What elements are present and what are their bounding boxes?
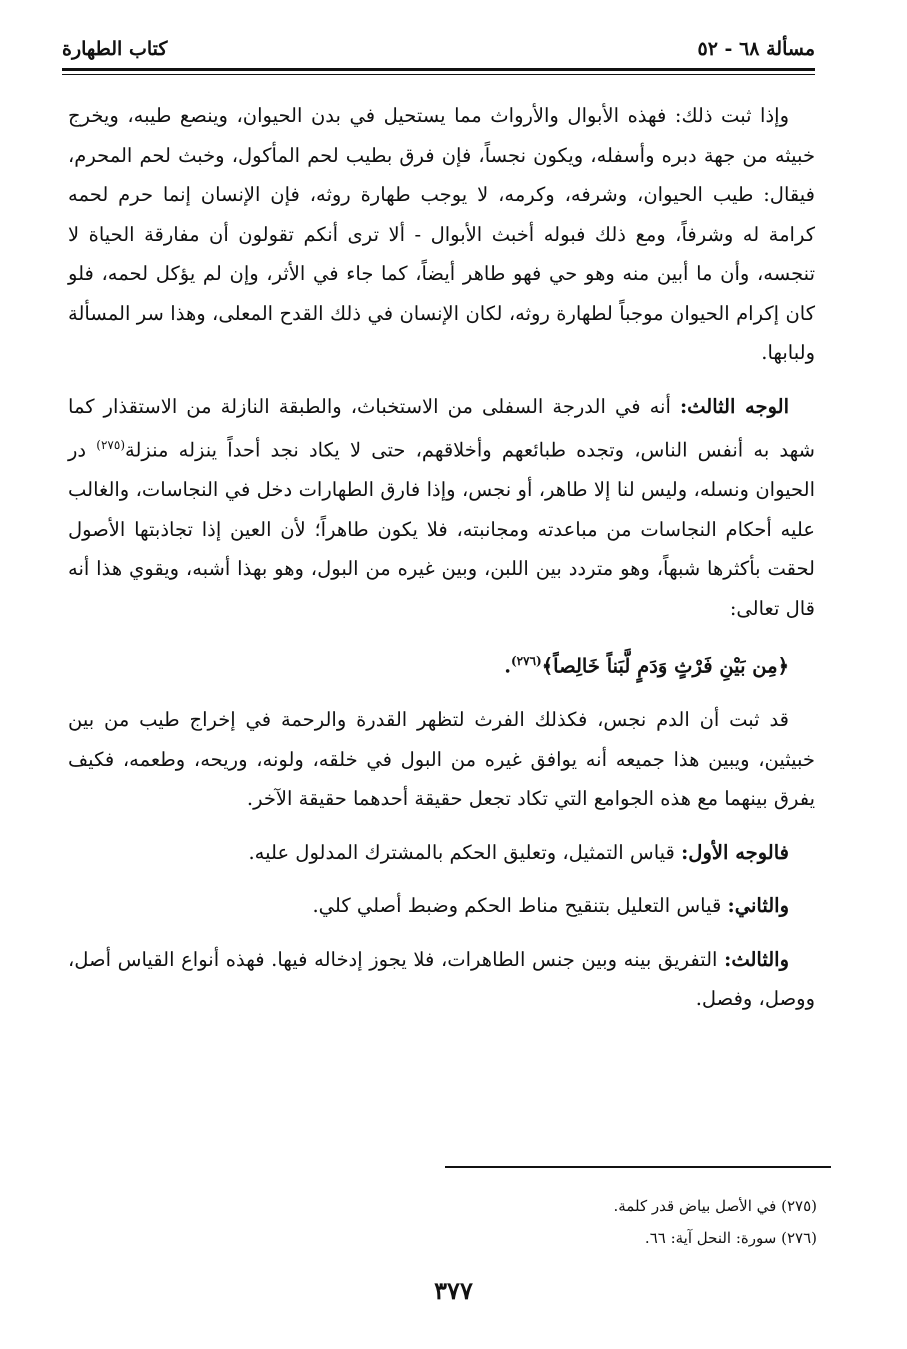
paragraph-3: قد ثبت أن الدم نجس، فكذلك الفرث لتظهر القدرة والرحمة في إخراج طيب من بين خبيثين، ويبين هذا جميعه أنه يوافق غيره من البول في خلقه، ولونه، وريحه، وطعمه، فكيف يفرق بينهما مع هذه الجوامع التي تكاد تجعل حقيقة أحدهما حقيقة الآخر. bbox=[68, 708, 815, 810]
paragraph-4-text: قياس التمثيل، وتعليق الحكم بالمشترك المدلول عليه. bbox=[248, 840, 675, 864]
header-rule-thick bbox=[62, 68, 815, 71]
paragraph-5-text: قياس التعليل بتنقيح مناط الحكم وضبط أصلي كلي. bbox=[312, 894, 722, 917]
footnote-276: (٢٧٦) سورة: النحل آية: ٦٦. bbox=[644, 1229, 817, 1247]
running-header bbox=[62, 34, 815, 64]
paragraph-2-label: الوجه الثالث: bbox=[679, 394, 789, 418]
header-chapter-range: مسألة ٦٨ - ٥٢ bbox=[697, 38, 815, 60]
footnote-275: (٢٧٥) في الأصل بياض قدر كلمة. bbox=[613, 1197, 817, 1215]
paragraph-6-label: والثالث: bbox=[724, 947, 790, 971]
paragraph-5 bbox=[68, 886, 815, 926]
footnote-separator bbox=[445, 1166, 831, 1168]
main-text bbox=[68, 96, 815, 1033]
paragraph-4 bbox=[68, 833, 815, 873]
page-number: ٣٧٧ bbox=[434, 1276, 473, 1305]
paragraph-4-label: فالوجه الأول: bbox=[681, 840, 789, 864]
paragraph-6-text: التفريق بينه وبين جنس الطاهرات، فلا يجوز إدخاله فيها. فهذه أنواع القياس أصل، ووصل، وفصل. bbox=[68, 947, 815, 1010]
verse-end: . bbox=[504, 654, 511, 678]
header-book-title: كتاب الطهارة bbox=[62, 38, 168, 60]
paragraph-6 bbox=[68, 940, 815, 1019]
footnote-ref-276[interactable]: (٢٧٦) bbox=[510, 654, 542, 668]
verse-text: ﴿مِن بَيْنِ فَرْثٍ وَدَمٍ لَّبَناً خَالِصاً﴾ bbox=[541, 654, 789, 678]
quran-verse bbox=[68, 642, 815, 686]
paragraph-2-text-b: در الحيوان ونسله، وليس لنا إلا طاهر، أو نجس، وإذا فارق الطهارات دخل في النجاسات، والغالب عليه أحكام النجاسات من مباعدته ومجانبته، فلا يكون طاهراً؛ لأن العين إذا تجاذبتها الأصول لحقت بأكثرها شبهاً، وهو متردد بين اللبن، وبين غيره من البول، وهو بهذا أشبه، ويقوي هذا أنه قال تعالى: bbox=[68, 438, 815, 620]
paragraph-1: وإذا ثبت ذلك: فهذه الأبوال والأرواث مما يستحيل في بدن الحيوان، وينصع طيبه، ويخرج خبيثه من جهة دبره وأسفله، ويكون نجساً، فإن فرق بطيب لحم المأكول، وخبث لحم المحرم، فيقال: طيب الحيوان، وشرفه، وكرمه، لا يوجب طهارة روثه، فإن الإنسان إنما حرم لحمه كرامة له وشرفاً، ومع ذلك فبوله أخبث الأبوال - ألا ترى أنكم تقولون أن مفارقة الحياة لا تنجسه، وأن ما أبين منه وهو حي فهو طاهر أيضاً، كما جاء في الأثر، وإن لم يؤكل لحمه، فلو كان إكرام الحيوان موجباً لطهارة روثه، لكان الإنسان في ذلك القدح المعلى، وهذا سر المسألة ولبابها. bbox=[68, 104, 815, 364]
footnotes bbox=[80, 1190, 817, 1254]
paragraph-2 bbox=[68, 387, 815, 629]
header-rule-thin bbox=[62, 74, 815, 75]
paragraph-5-label: والثاني: bbox=[727, 894, 789, 917]
footnote-ref-275[interactable]: (٢٧٥) bbox=[96, 438, 125, 452]
paragraph-2-text-a: أنه في الدرجة السفلى من الاستخباث، والطبقة النازلة من الاستقذار كما شهد به أنفس الناس، وتجده طبائعهم وأخلاقهم، حتى لا يكاد نجد أحداً ينزله منزلة bbox=[68, 394, 815, 462]
